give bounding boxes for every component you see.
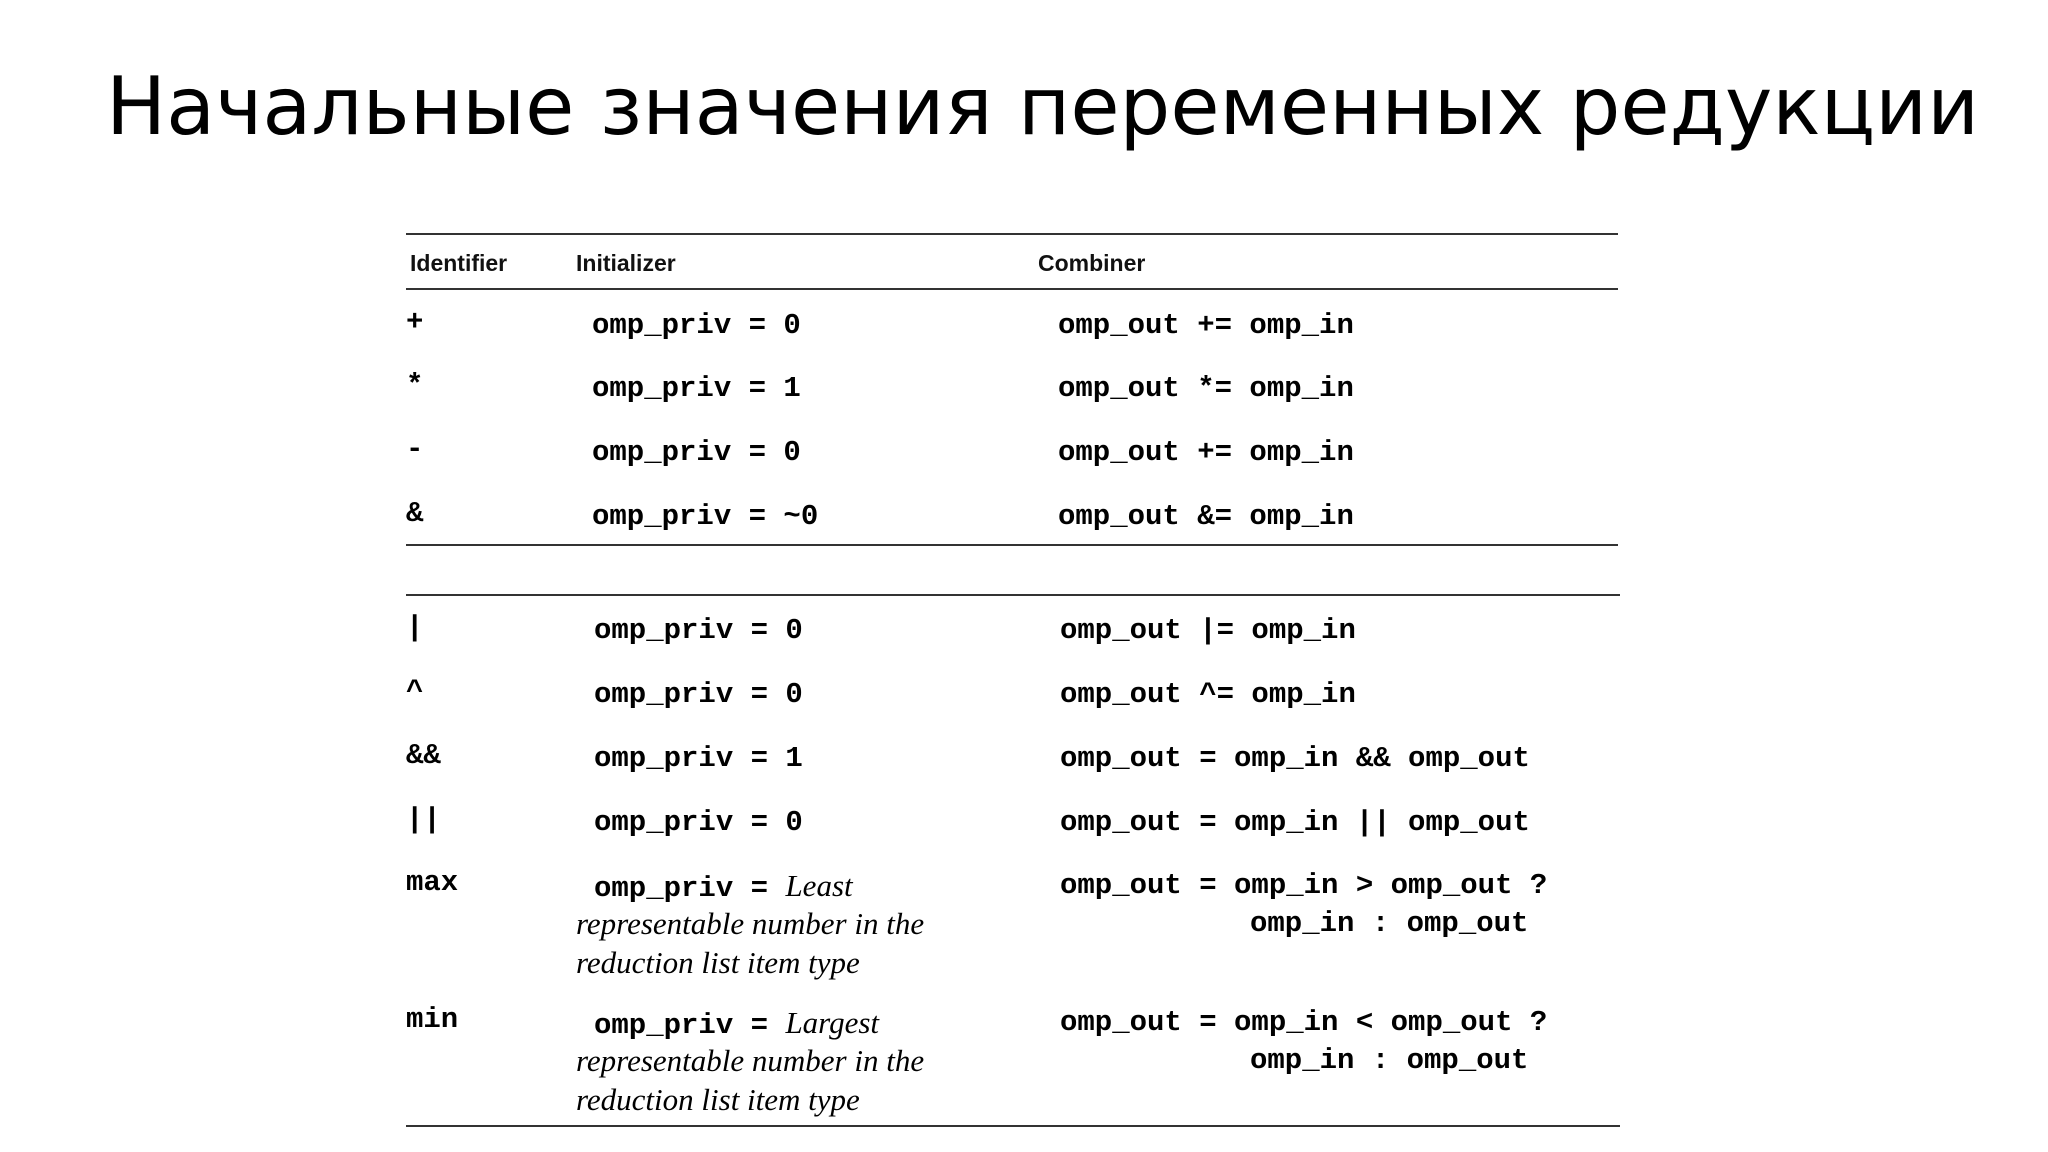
- row-identifier: ||: [406, 803, 441, 836]
- group2-top-rule: [406, 594, 1620, 596]
- row-initializer: omp_priv = 0: [592, 436, 801, 469]
- row-identifier: min: [406, 1003, 459, 1036]
- table-row: [0, 611, 2048, 671]
- row-identifier: &&: [406, 739, 441, 772]
- row-combiner-line2: omp_in : omp_out: [1250, 907, 1529, 940]
- group1-bottom-rule: [406, 544, 1618, 546]
- row-initializer: omp_priv = 0: [594, 614, 803, 647]
- header-initializer: Initializer: [576, 250, 676, 276]
- row-combiner: omp_out &= omp_in: [1058, 500, 1354, 533]
- row-initializer: omp_priv = ~0: [592, 500, 819, 533]
- initializer-code: omp_priv =: [594, 872, 786, 905]
- row-combiner: omp_out |= omp_in: [1060, 614, 1356, 647]
- initializer-description-line2: representable number in the: [576, 906, 925, 941]
- row-initializer: omp_priv = 0: [592, 309, 801, 342]
- row-initializer: omp_priv = 0: [594, 678, 803, 711]
- initializer-description-line3: reduction list item type: [576, 1082, 860, 1117]
- row-initializer: omp_priv = 1: [594, 742, 803, 775]
- table-row: [0, 803, 2048, 863]
- row-combiner: omp_out = omp_in || omp_out: [1060, 806, 1530, 839]
- row-combiner-line2: omp_in : omp_out: [1250, 1044, 1529, 1077]
- table-row: [0, 433, 2048, 493]
- table-row-max: [0, 866, 2048, 986]
- row-combiner-line1: omp_out = omp_in < omp_out ?: [1060, 1006, 1548, 1039]
- row-initializer: omp_priv = 1: [592, 372, 801, 405]
- table-row: [0, 739, 2048, 799]
- initializer-code: omp_priv =: [594, 1009, 786, 1042]
- initializer-description-line2: representable number in the: [576, 1043, 925, 1078]
- table-row: [0, 306, 2048, 366]
- row-combiner: omp_out = omp_in && omp_out: [1060, 742, 1530, 775]
- table-row: [0, 675, 2048, 735]
- slide-title: Начальные значения переменных редукции: [105, 60, 1980, 153]
- row-initializer: [594, 866, 853, 908]
- header-combiner: Combiner: [1038, 250, 1146, 276]
- initializer-description: Largest: [785, 1005, 880, 1040]
- row-identifier: max: [406, 866, 459, 899]
- initializer-description: Least: [785, 868, 853, 903]
- table-row: [0, 497, 2048, 557]
- row-identifier: |: [406, 611, 424, 644]
- initializer-description-line3: reduction list item type: [576, 945, 860, 980]
- row-combiner: omp_out += omp_in: [1058, 309, 1354, 342]
- row-combiner: omp_out ^= omp_in: [1060, 678, 1356, 711]
- row-combiner: omp_out *= omp_in: [1058, 372, 1354, 405]
- table-row-min: [0, 1003, 2048, 1123]
- row-identifier: +: [406, 306, 424, 339]
- header-bottom-rule: [406, 288, 1618, 290]
- table-row: [0, 369, 2048, 429]
- row-identifier: *: [406, 369, 424, 402]
- table-top-rule: [406, 233, 1618, 235]
- row-identifier: -: [406, 433, 424, 466]
- row-initializer: [594, 1003, 879, 1045]
- row-initializer: omp_priv = 0: [594, 806, 803, 839]
- row-combiner-line1: omp_out = omp_in > omp_out ?: [1060, 869, 1548, 902]
- table-bottom-rule: [406, 1125, 1620, 1127]
- row-identifier: &: [406, 497, 424, 530]
- row-combiner: omp_out += omp_in: [1058, 436, 1354, 469]
- row-identifier: ^: [406, 675, 424, 708]
- header-identifier: Identifier: [410, 250, 508, 276]
